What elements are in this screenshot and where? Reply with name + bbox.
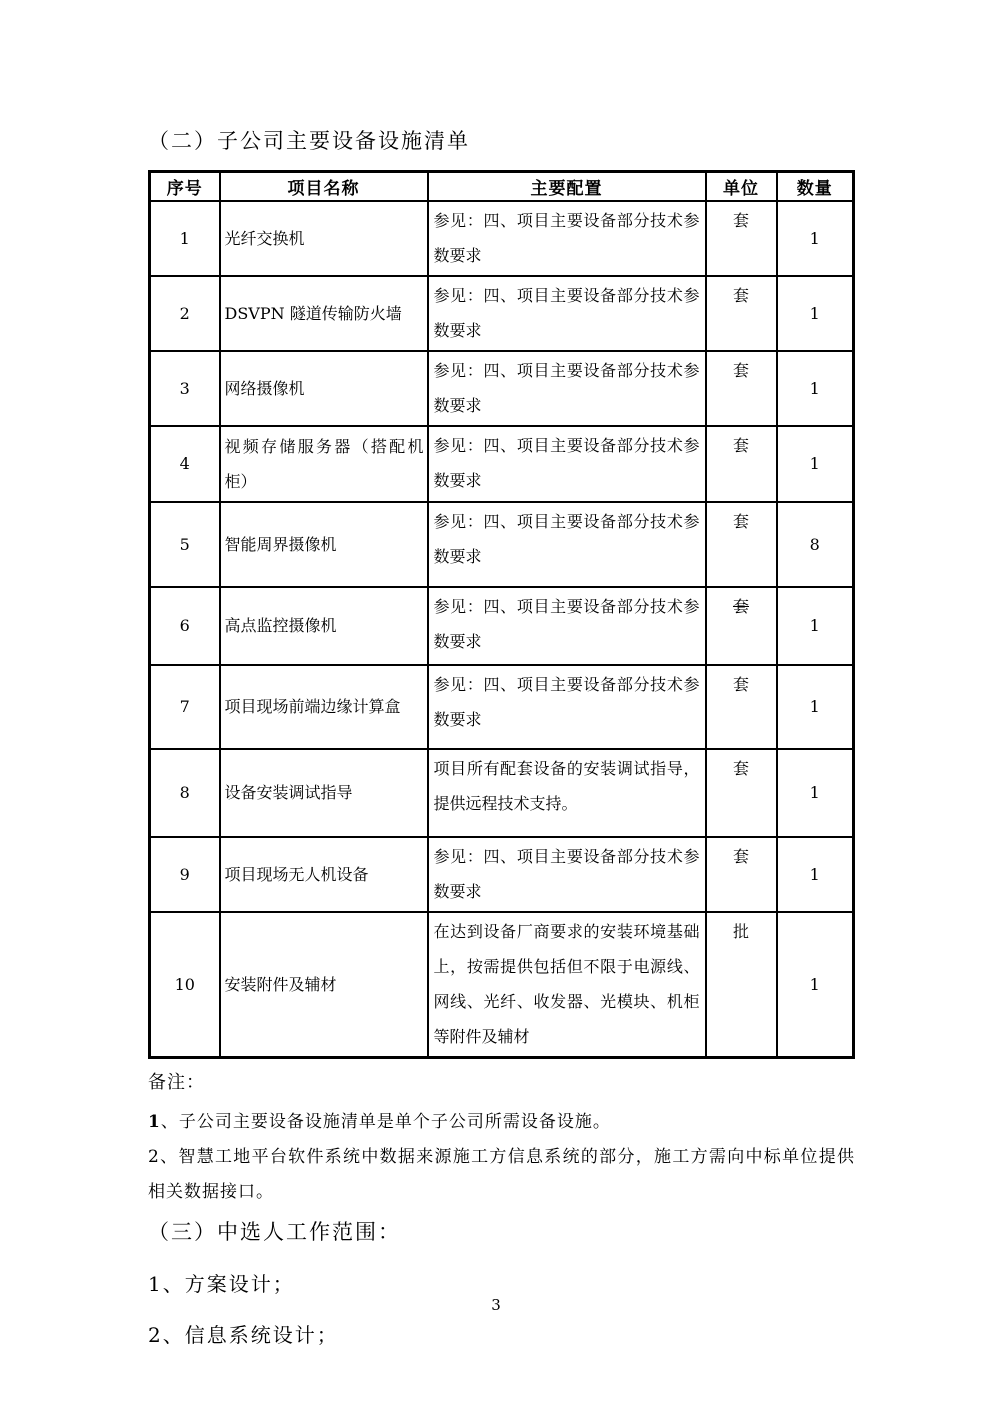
cell-qty: 8 <box>777 502 854 587</box>
col-header-name: 项目名称 <box>220 172 428 201</box>
cell-no: 1 <box>150 201 220 276</box>
cell-config: 参见：四、项目主要设备部分技术参数要求 <box>428 665 706 749</box>
cell-name: 网络摄像机 <box>220 351 428 426</box>
cell-config: 参见：四、项目主要设备部分技术参数要求 <box>428 502 706 587</box>
cell-qty: 1 <box>777 201 854 276</box>
cell-qty: 1 <box>777 276 854 351</box>
col-header-no: 序号 <box>150 172 220 201</box>
note-2: 2、智慧工地平台软件系统中数据来源施工方信息系统的部分，施工方需向中标单位提供相关数据接口。 <box>148 1146 855 1202</box>
cell-no: 9 <box>150 837 220 912</box>
cell-name: 视频存储服务器（搭配机柜） <box>220 426 428 502</box>
cell-qty: 1 <box>777 426 854 502</box>
note-1-text: 、子公司主要设备设施清单是单个子公司所需设备设施。 <box>160 1111 611 1132</box>
cell-config: 参见：四、项目主要设备部分技术参数要求 <box>428 351 706 426</box>
cell-no: 3 <box>150 351 220 426</box>
cell-no: 6 <box>150 587 220 665</box>
cell-qty: 1 <box>777 749 854 837</box>
cell-no: 8 <box>150 749 220 837</box>
table-row <box>150 912 854 1058</box>
equipment-table <box>148 170 855 1059</box>
cell-unit: 套 <box>706 351 777 426</box>
table-header-row <box>150 172 854 201</box>
table-row <box>150 665 854 749</box>
section2-title: （二）子公司主要设备设施清单 <box>148 129 470 153</box>
table-row <box>150 837 854 912</box>
cell-config: 参见：四、项目主要设备部分技术参数要求 <box>428 837 706 912</box>
scope-item-2: 2、信息系统设计； <box>148 1322 339 1347</box>
cell-unit: 套 <box>706 502 777 587</box>
cell-qty: 1 <box>777 587 854 665</box>
cell-unit: 套 <box>706 749 777 837</box>
cell-config: 参见：四、项目主要设备部分技术参数要求 <box>428 587 706 665</box>
table-row <box>150 201 854 276</box>
cell-unit: 套 <box>706 426 777 502</box>
table-row <box>150 276 854 351</box>
table-row <box>150 502 854 587</box>
cell-name: 智能周界摄像机 <box>220 502 428 587</box>
cell-qty: 1 <box>777 665 854 749</box>
table-row <box>150 749 854 837</box>
cell-name: 光纤交换机 <box>220 201 428 276</box>
cell-qty: 1 <box>777 351 854 426</box>
cell-unit: 套 <box>706 201 777 276</box>
note-1 <box>148 1105 855 1140</box>
cell-qty: 1 <box>777 837 854 912</box>
notes-label: 备注： <box>148 1071 205 1093</box>
section3-heading: （三）中选人工作范围： <box>148 1219 401 1244</box>
document-content <box>148 0 855 1348</box>
cell-no: 5 <box>150 502 220 587</box>
cell-config: 参见：四、项目主要设备部分技术参数要求 <box>428 426 706 502</box>
cell-no: 7 <box>150 665 220 749</box>
cell-name: 项目现场前端边缘计算盒 <box>220 665 428 749</box>
page-number: 3 <box>491 1296 501 1314</box>
scope-item-1: 1、方案设计； <box>148 1271 295 1296</box>
cell-no: 2 <box>150 276 220 351</box>
table-row <box>150 426 854 502</box>
cell-name: 安装附件及辅材 <box>220 912 428 1058</box>
cell-unit-struck: 套 <box>706 587 777 665</box>
cell-qty: 1 <box>777 912 854 1058</box>
cell-config: 参见：四、项目主要设备部分技术参数要求 <box>428 276 706 351</box>
table-row <box>150 351 854 426</box>
cell-config: 在达到设备厂商要求的安装环境基础上，按需提供包括但不限于电源线、网线、光纤、收发器、光模块、机柜等附件及辅材 <box>428 912 706 1058</box>
cell-name: 项目现场无人机设备 <box>220 837 428 912</box>
cell-config: 项目所有配套设备的安装调试指导，提供远程技术支持。 <box>428 749 706 837</box>
note-1-number: 1 <box>148 1111 161 1132</box>
cell-no: 10 <box>150 912 220 1058</box>
cell-unit: 套 <box>706 665 777 749</box>
col-header-config: 主要配置 <box>428 172 706 201</box>
col-header-qty: 数量 <box>777 172 854 201</box>
notes-body <box>148 1105 855 1210</box>
cell-name: DSVPN 隧道传输防火墙 <box>220 276 428 351</box>
cell-unit: 批 <box>706 912 777 1058</box>
cell-config: 参见：四、项目主要设备部分技术参数要求 <box>428 201 706 276</box>
cell-unit: 套 <box>706 276 777 351</box>
table-row <box>150 587 854 665</box>
cell-unit: 套 <box>706 837 777 912</box>
cell-name: 设备安装调试指导 <box>220 749 428 837</box>
col-header-unit: 单位 <box>706 172 777 201</box>
cell-name: 高点监控摄像机 <box>220 587 428 665</box>
cell-no: 4 <box>150 426 220 502</box>
